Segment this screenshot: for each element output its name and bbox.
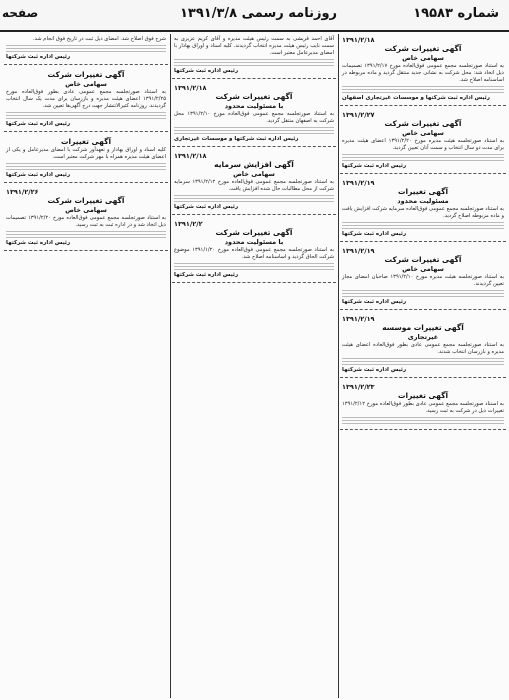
text-texture (6, 163, 166, 170)
announcement-subtitle: سهامی خاص (402, 265, 444, 273)
text-texture (6, 45, 166, 52)
announcement (172, 34, 336, 79)
text-texture (6, 231, 166, 238)
announcement-title: آگهی تغییرات شرکت (215, 228, 293, 237)
announcement (172, 150, 336, 215)
announcement (340, 313, 506, 378)
column-left (4, 34, 168, 698)
text-texture (342, 290, 504, 297)
announcement (340, 381, 506, 430)
announcement-body: به استناد صورتجلسه هیئت مدیره مورخ ۱۳۹۱/۲/۱۰ صاحبان امضای مجاز تعیین گردیدند. (342, 274, 505, 287)
announcement (172, 218, 336, 283)
announcement-subtitle: با مسئولیت محدود (224, 102, 284, 110)
announcement-subtitle: سهامی خاص (65, 80, 107, 88)
announcement-signature: رئیس اداره ثبت شرکتها (342, 299, 407, 305)
announcement (4, 68, 168, 132)
announcement (172, 82, 336, 147)
announcement-body: به استناد صورتجلسه مجمع عمومی فوق‌العاده مورخ ۱۳۹۱/۲/۱۰ محل شرکت به اصفهان منتقل گردید. (174, 111, 334, 124)
page-label: صفحه (2, 6, 39, 20)
announcement-date: ۱۳۹۱/۲/۱۸ (174, 152, 207, 160)
announcement-date: ۱۳۹۱/۲/۱۹ (342, 179, 375, 187)
announcement-title: آگهی تغییرات (60, 137, 112, 146)
announcement-signature: رئیس اداره ثبت شرکتها (6, 54, 71, 60)
column-divider (170, 34, 171, 698)
announcement-title: آگهی تغییرات شرکت (384, 44, 462, 53)
announcement-signature: رئیس اداره ثبت شرکتها (6, 240, 71, 246)
announcement-subtitle: غیرتجاری (407, 333, 439, 341)
announcement-title: آگهی تغییرات (397, 187, 449, 196)
announcement-subtitle: مسئولیت محدود (397, 197, 449, 205)
text-texture (174, 195, 334, 202)
announcement-signature: رئیس اداره ثبت شرکتها (6, 121, 71, 127)
announcement-body: به استناد صورتجلسه مجمع عمومی عادی بطور فوق‌العاده مورخ ۱۳۹۱/۲/۱۲ تغییرات ذیل در شرکت به ثبت رسید. (342, 401, 504, 414)
announcement-date: ۱۳۹۱/۲/۲ (174, 220, 203, 228)
announcement-signature: رئیس اداره ثبت شرکتها (342, 163, 407, 169)
announcement-title: آگهی تغییرات شرکت (384, 255, 462, 264)
announcement-signature: رئیس اداره ثبت شرکتها (342, 367, 407, 373)
announcement-subtitle: با مسئولیت محدود (224, 238, 284, 246)
announcement (340, 109, 506, 174)
announcement-body: به استناد صورتجلسه مجمع عمومی فوق‌العاده مورخ ۱۳۹۱/۲/۲۰ تصمیمات ذیل اتخاذ شد و در اداره ثبت به ثبت رسید. (6, 215, 166, 228)
announcement (4, 135, 168, 183)
announcement (4, 34, 168, 65)
text-texture (174, 263, 334, 270)
announcement-signature: رئیس اداره ثبت شرکتها (174, 68, 239, 74)
text-texture (342, 222, 504, 229)
announcement (340, 245, 506, 310)
announcement-body: به استناد صورتجلسه مجمع عمومی فوق‌العاده سرمایه شرکت افزایش یافت و ماده مربوطه اصلاح گردید. (342, 206, 504, 219)
announcement-title: آگهی تغییرات شرکت (215, 92, 293, 101)
text-texture (342, 417, 504, 424)
text-texture (342, 358, 504, 365)
announcement-subtitle: سهامی خاص (402, 129, 444, 137)
announcement-subtitle: سهامی خاص (233, 170, 275, 178)
announcement (4, 186, 168, 251)
column-divider (338, 34, 339, 698)
announcement-title: آگهی افزایش سرمایه (214, 160, 294, 169)
announcement-date: ۱۳۹۱/۲/۲۳ (342, 383, 375, 391)
column-right (340, 34, 506, 698)
text-texture (342, 86, 504, 93)
announcement-title: آگهی تغییرات موسسه (382, 323, 464, 332)
text-texture (342, 154, 504, 161)
announcement-title: آگهی تغییرات شرکت (384, 119, 462, 128)
announcement-body: به استناد صورتجلسه مجمع عمومی فوق‌العاده مورخ ۱۳۹۱/۲/۱۲ سرمایه شرکت از محل مطالبات حال شده افزایش یافت. (174, 179, 334, 192)
announcement-body: شرح فوق اصلاح شد. امضای ذیل ثبت در تاریخ فوق انجام شد. (32, 36, 166, 42)
announcement-signature: رئیس اداره ثبت شرکتها (6, 172, 71, 178)
announcement (340, 34, 506, 106)
announcement-signature: رئیس اداره ثبت شرکتها (174, 204, 239, 210)
announcement-date: ۱۳۹۱/۲/۱۹ (342, 315, 375, 323)
announcement-signature: رئیس اداره ثبت شرکتها (342, 231, 407, 237)
announcement-title: آگهی تغییرات (397, 391, 449, 400)
announcement-date: ۱۳۹۱/۲/۲۷ (342, 111, 375, 119)
text-texture (174, 59, 334, 66)
announcement-signature: رئیس اداره ثبت شرکتها (174, 272, 239, 278)
announcement (340, 177, 506, 242)
publication-title: روزنامه رسمی ۱۳۹۱/۳/۸ (180, 6, 338, 21)
announcement-signature: رئیس اداره ثبت شرکتها و موسسات غیرتجاری (174, 136, 299, 142)
announcement-title: آگهی تغییرات شرکت (47, 196, 125, 205)
announcement-body: به استناد صورتجلسه مجمع عمومی فوق‌العاده مورخ ۱۳۹۱/۱/۲۰ موضوع شرکت الحاق گردید و اساسنامه اصلاح شد. (174, 247, 334, 260)
announcement-body: به استناد صورتجلسه مجمع عمومی فوق‌العاده مورخ ۱۳۹۱/۲/۱۷ تصمیمات ذیل اتخاذ شد: محل شرکت به نشانی جدید منتقل گردید و ماده مربوطه در اساسنامه اصلاح شد. (342, 63, 504, 83)
announcement-title: آگهی تغییرات شرکت (47, 70, 125, 79)
announcement-date: ۱۳۹۱/۲/۱۹ (342, 247, 375, 255)
text-texture (6, 112, 166, 119)
announcement-date: ۱۳۹۱/۲/۲۶ (6, 188, 39, 196)
announcement-body: کلیه اسناد و اوراق بهادار و تعهدآور شرکت با امضای مدیرعامل و یکی از اعضای هیئت مدیره همراه با مهر شرکت معتبر است. (6, 147, 166, 160)
issue-number: شماره ۱۹۵۸۳ (413, 6, 499, 21)
announcement-date: ۱۳۹۱/۲/۱۸ (174, 84, 207, 92)
announcement-body: آقای احمد قریشی به سمت رئیس هیئت مدیره و آقای کریم عزیزی به سمت نایب رئیس هیئت مدیره انتخاب گردیدند. کلیه اسناد و اوراق بهادار با امضای مدیرعامل معتبر است. (174, 36, 334, 56)
announcement-body: به استناد صورتجلسه مجمع عمومی عادی بطور فوق‌العاده اعضای هیئت مدیره و بازرسان انتخاب شدند. (342, 342, 504, 355)
announcement-subtitle: سهامی خاص (65, 206, 107, 214)
column-middle (172, 34, 336, 698)
page-header (0, 0, 509, 32)
text-texture (174, 127, 334, 134)
announcement-body: به استناد صورتجلسه مجمع عمومی عادی بطور فوق‌العاده مورخ ۱۳۹۱/۲/۲۵ اعضای هیئت مدیره و بازرسان برای مدت یک سال انتخاب گردیدند. روزنامه کثیرالانتشار جهت درج آگهی‌ها تعیین شد. (6, 89, 166, 109)
announcement-body: به استناد صورتجلسه هیئت مدیره مورخ ۱۳۹۱/۲/۲۰ اعضای هیئت مدیره برای مدت دو سال انتخاب و سمت آنان تعیین گردید. (342, 138, 505, 151)
announcement-date: ۱۳۹۱/۲/۱۸ (342, 36, 375, 44)
announcement-subtitle: سهامی خاص (402, 54, 444, 62)
announcement-signature: رئیس اداره ثبت شرکتها و موسسات غیرتجاری اصفهان (342, 95, 490, 101)
